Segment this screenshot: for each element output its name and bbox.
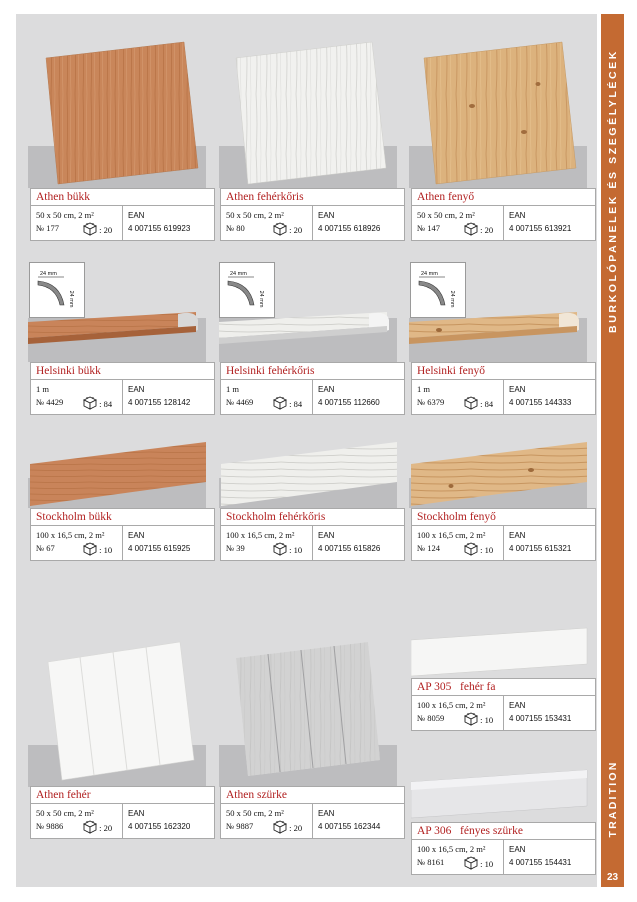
package-quantity: : 84 <box>480 399 494 409</box>
tile-image-athen-fenyo <box>414 34 584 194</box>
ean-code: 4 007155 112660 <box>318 398 380 407</box>
profile-width-label: 24 mm <box>230 271 247 277</box>
product-size: 50 x 50 cm, 2 m² <box>417 210 475 220</box>
product-size: 100 x 16,5 cm, 2 m² <box>417 844 486 854</box>
plank-image-stockholm-feherkoris <box>221 438 401 510</box>
profile-height-label: 24 mm <box>258 290 264 308</box>
ean-code: 4 007155 153431 <box>509 714 572 723</box>
package-box-icon <box>464 712 478 726</box>
product-card <box>30 508 215 561</box>
product-name: Athen bükk <box>31 189 214 206</box>
product-number: № 6379 <box>417 397 445 407</box>
product-size: 100 x 16,5 cm, 2 m² <box>417 700 486 710</box>
product-card <box>411 362 596 415</box>
ean-code: 4 007155 128142 <box>128 398 191 407</box>
ean-label: EAN <box>509 211 526 220</box>
product-number: № 9886 <box>36 821 64 831</box>
product-name: Helsinki fenyő <box>412 363 595 380</box>
package-box-icon <box>273 820 287 834</box>
package-quantity: : 84 <box>289 399 303 409</box>
product-size: 100 x 16,5 cm, 2 m² <box>36 530 105 540</box>
ean-label: EAN <box>318 211 335 220</box>
ean-code: 4 007155 619923 <box>128 224 191 233</box>
product-number: № 124 <box>417 543 440 553</box>
ean-label: EAN <box>318 809 335 818</box>
product-name: AP 305 fehér fa <box>412 679 595 696</box>
product-name: Athen szürke <box>221 787 404 804</box>
product-card <box>411 822 596 875</box>
ean-code: 4 007155 615925 <box>128 544 191 553</box>
product-card <box>411 508 596 561</box>
tile-image-athen-bukk <box>34 34 204 194</box>
page-number: 23 <box>606 872 619 883</box>
package-quantity: : 10 <box>480 859 494 869</box>
sidebar-band <box>601 14 624 887</box>
product-size: 1 m <box>226 384 239 394</box>
profile-width-label: 24 mm <box>421 271 438 277</box>
product-number: № 9887 <box>226 821 254 831</box>
ean-code: 4 007155 615321 <box>509 544 572 553</box>
product-name: Helsinki fehérkőris <box>221 363 404 380</box>
moulding-image-helsinki-fenyo <box>409 300 589 360</box>
ean-label: EAN <box>509 701 526 710</box>
moulding-image-helsinki-feherkoris <box>219 300 399 360</box>
product-card <box>411 678 596 731</box>
ean-code: 4 007155 144333 <box>509 398 572 407</box>
package-quantity: : 20 <box>289 823 303 833</box>
product-number: № 147 <box>417 223 440 233</box>
plank-image-stockholm-bukk <box>30 438 210 510</box>
package-quantity: : 20 <box>99 823 113 833</box>
package-box-icon <box>464 542 478 556</box>
ean-label: EAN <box>318 531 335 540</box>
product-number: № 4469 <box>226 397 254 407</box>
product-name: Helsinki bükk <box>31 363 214 380</box>
product-number: № 39 <box>226 543 245 553</box>
package-quantity: : 10 <box>480 545 494 555</box>
product-size: 100 x 16,5 cm, 2 m² <box>226 530 295 540</box>
product-name: AP 306 fényes szürke <box>412 823 595 840</box>
package-quantity: : 20 <box>480 225 494 235</box>
ean-label: EAN <box>128 531 145 540</box>
package-box-icon <box>464 396 478 410</box>
product-name: Athen fehér <box>31 787 214 804</box>
package-quantity: : 20 <box>99 225 113 235</box>
package-box-icon <box>273 542 287 556</box>
product-card <box>30 362 215 415</box>
product-name: Stockholm fenyő <box>412 509 595 526</box>
package-box-icon <box>273 222 287 236</box>
package-quantity: : 20 <box>289 225 303 235</box>
ean-code: 4 007155 162320 <box>128 822 191 831</box>
tile-image-athen-feherkoris <box>224 34 394 194</box>
profile-height-label: 24 mm <box>449 290 455 308</box>
ean-label: EAN <box>509 845 526 854</box>
ean-code: 4 007155 618926 <box>318 224 381 233</box>
ean-label: EAN <box>318 385 335 394</box>
product-size: 1 m <box>417 384 430 394</box>
product-name: Stockholm bükk <box>31 509 214 526</box>
product-number: № 80 <box>226 223 245 233</box>
product-card <box>30 188 215 241</box>
moulding-image-helsinki-bukk <box>28 300 208 360</box>
package-box-icon <box>83 542 97 556</box>
product-name: Athen fenyő <box>412 189 595 206</box>
product-number: № 8059 <box>417 713 445 723</box>
profile-height-label: 24 mm <box>68 290 74 308</box>
plank-image-ap306 <box>411 766 591 822</box>
package-quantity: : 84 <box>99 399 113 409</box>
product-size: 50 x 50 cm, 2 m² <box>226 210 284 220</box>
product-name: Athen fehérkőris <box>221 189 404 206</box>
series-title: TRADITION <box>606 760 619 838</box>
product-card <box>220 786 405 839</box>
tile-image-athen-feher <box>40 636 210 786</box>
ean-code: 4 007155 154431 <box>509 858 572 867</box>
ean-label: EAN <box>128 809 145 818</box>
product-card <box>30 786 215 839</box>
product-card <box>220 188 405 241</box>
product-size: 50 x 50 cm, 2 m² <box>226 808 284 818</box>
plank-image-stockholm-fenyo <box>411 438 591 510</box>
ean-label: EAN <box>509 531 526 540</box>
package-box-icon <box>83 222 97 236</box>
ean-label: EAN <box>509 385 526 394</box>
product-number: № 67 <box>36 543 55 553</box>
product-name: Stockholm fehérkőris <box>221 509 404 526</box>
ean-code: 4 007155 162344 <box>318 822 381 831</box>
package-box-icon <box>83 396 97 410</box>
product-size: 1 m <box>36 384 49 394</box>
product-card <box>220 508 405 561</box>
profile-width-label: 24 mm <box>40 271 57 277</box>
product-size: 50 x 50 cm, 2 m² <box>36 210 94 220</box>
product-size: 100 x 16,5 cm, 2 m² <box>417 530 486 540</box>
package-box-icon <box>464 222 478 236</box>
product-number: № 4429 <box>36 397 64 407</box>
ean-code: 4 007155 613921 <box>509 224 572 233</box>
section-title: BURKOLÓPANELEK ÉS SZEGÉLYLÉCEK <box>606 49 619 333</box>
product-number: № 8161 <box>417 857 445 867</box>
ean-code: 4 007155 615826 <box>318 544 381 553</box>
package-box-icon <box>464 856 478 870</box>
ean-label: EAN <box>128 211 145 220</box>
ean-label: EAN <box>128 385 145 394</box>
tile-image-athen-szurke <box>228 636 398 786</box>
package-box-icon <box>273 396 287 410</box>
plank-image-ap305 <box>411 624 591 680</box>
package-quantity: : 10 <box>480 715 494 725</box>
package-box-icon <box>83 820 97 834</box>
package-quantity: : 10 <box>289 545 303 555</box>
product-card <box>220 362 405 415</box>
package-quantity: : 10 <box>99 545 113 555</box>
product-number: № 177 <box>36 223 59 233</box>
product-card <box>411 188 596 241</box>
product-size: 50 x 50 cm, 2 m² <box>36 808 94 818</box>
